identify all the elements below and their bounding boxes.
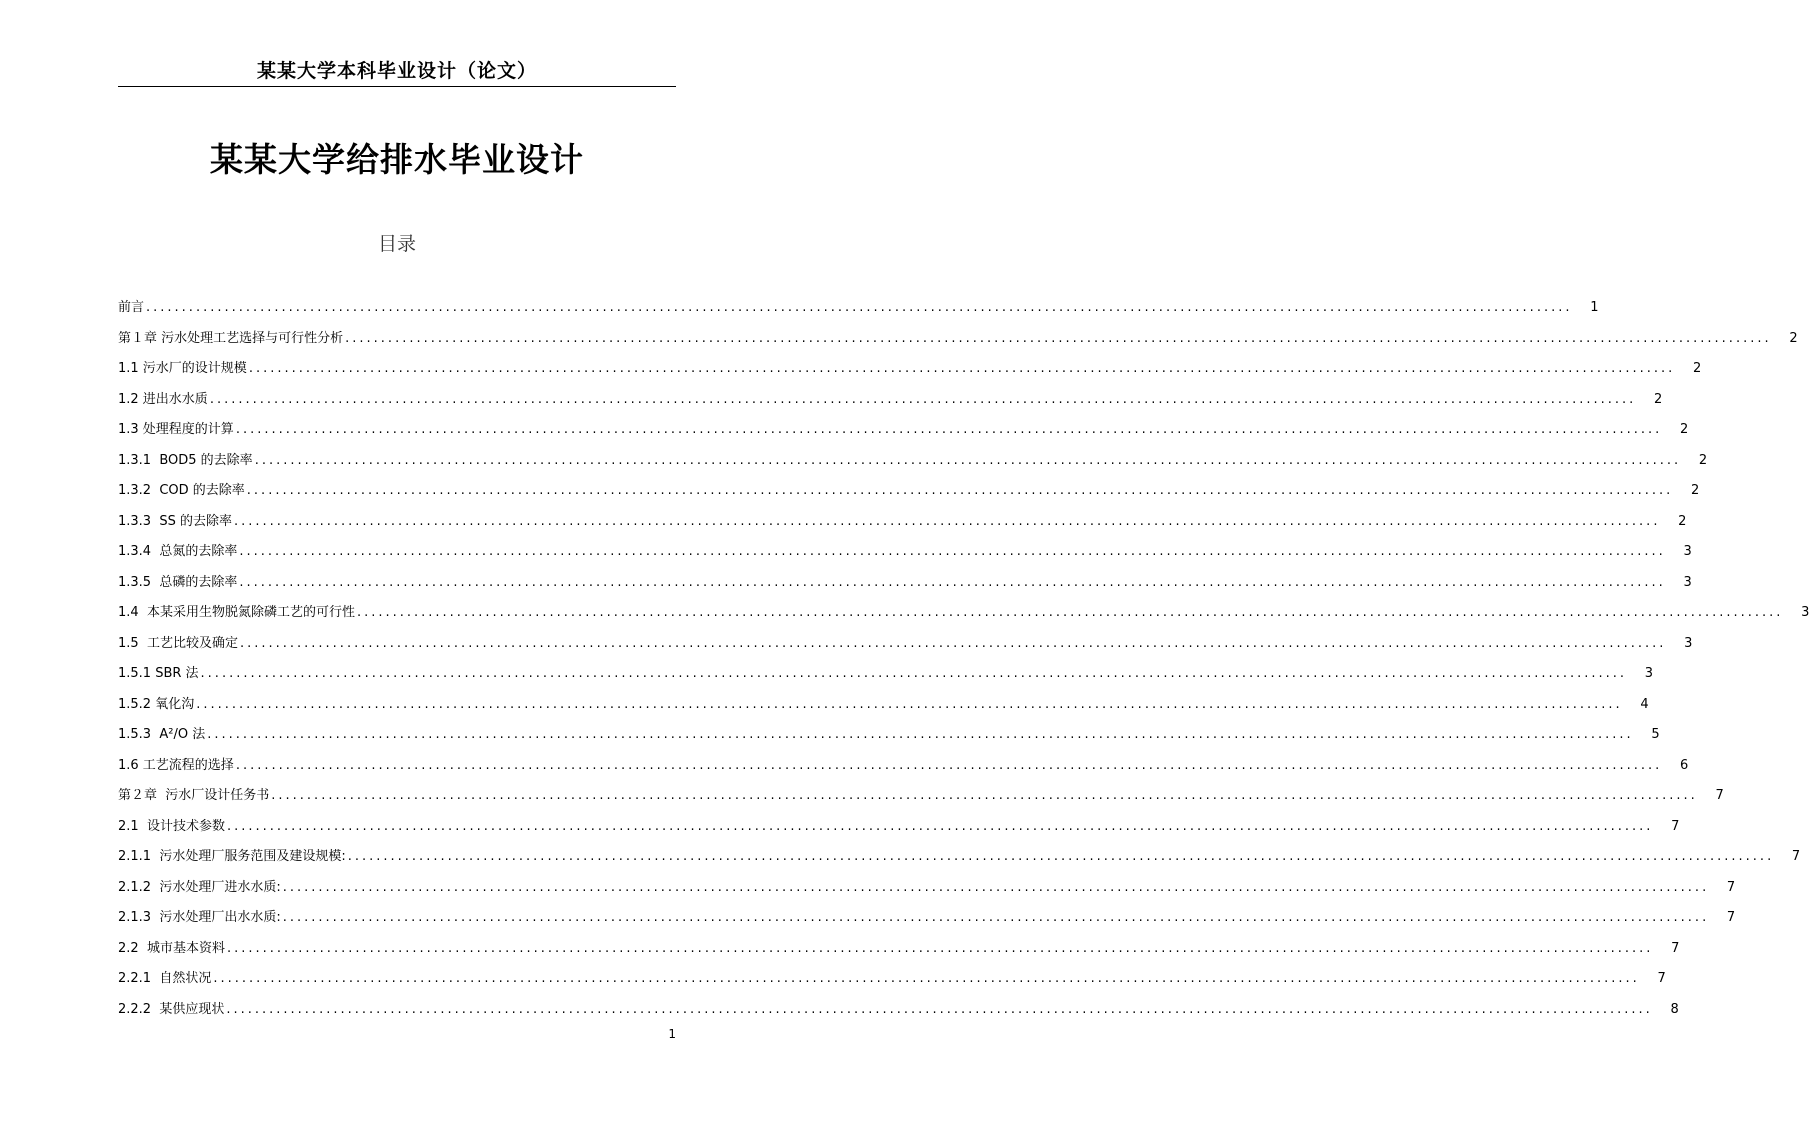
toc-entry-label: 1.3.2 COD 的去除率 bbox=[118, 483, 245, 498]
toc-entry-page: 1 bbox=[1590, 300, 1599, 315]
table-of-contents bbox=[118, 296, 1809, 1028]
toc-entry-label: 1.3.3 SS 的去除率 bbox=[118, 513, 232, 529]
toc-entry-page: 7 bbox=[1715, 788, 1724, 803]
toc-entry[interactable] bbox=[118, 876, 1736, 907]
toc-entry-page: 2 bbox=[1693, 361, 1702, 376]
toc-entry-label: 前言 bbox=[118, 300, 145, 315]
document-title: 某某大学给排水毕业设计 bbox=[210, 140, 584, 179]
toc-entry-label: 1.5.2 氧化沟 bbox=[118, 696, 195, 712]
toc-entry[interactable] bbox=[118, 693, 1649, 724]
toc-entry[interactable] bbox=[118, 327, 1798, 358]
toc-dot-leader: ........................................................................................................................................................................................................ bbox=[356, 605, 1784, 620]
toc-dot-leader: ........................................................................................................................................................................................................ bbox=[239, 574, 1666, 590]
toc-entry-label: 1.5.3 A²/O 法 bbox=[118, 727, 206, 742]
toc-entry-page: 7 bbox=[1791, 849, 1801, 864]
toc-dot-leader: ........................................................................................................................................................................................................ bbox=[254, 452, 1682, 468]
toc-entry-page: 3 bbox=[1683, 574, 1692, 590]
toc-entry-page: 8 bbox=[1670, 1001, 1679, 1017]
toc-entry-label: 1.3.1 BOD5 的去除率 bbox=[118, 452, 253, 468]
toc-entry[interactable] bbox=[118, 601, 1809, 632]
toc-entry[interactable] bbox=[118, 388, 1663, 419]
toc-entry[interactable] bbox=[118, 510, 1687, 541]
toc-dot-leader: ........................................................................................................................................................................................................ bbox=[233, 513, 1661, 529]
toc-dot-leader: ........................................................................................................................................................................................................ bbox=[207, 727, 1634, 742]
toc-dot-leader: ........................................................................................................................................................................................................ bbox=[239, 544, 1666, 559]
toc-dot-leader: ........................................................................................................................................................................................................ bbox=[226, 1001, 1653, 1017]
toc-entry[interactable] bbox=[118, 906, 1736, 937]
toc-entry-page: 6 bbox=[1680, 757, 1689, 773]
toc-entry[interactable] bbox=[118, 632, 1693, 663]
page-header: 某某大学本科毕业设计（论文） bbox=[256, 60, 537, 82]
toc-dot-leader: ........................................................................................................................................................................................................ bbox=[347, 849, 1775, 864]
toc-entry[interactable] bbox=[118, 449, 1708, 480]
toc-entry-page: 3 bbox=[1683, 544, 1692, 559]
toc-entry-label: 2.1.2 污水处理厂进水水质: bbox=[118, 879, 281, 895]
toc-dot-leader: ........................................................................................................................................................................................................ bbox=[209, 391, 1637, 407]
toc-entry-page: 2 bbox=[1654, 391, 1663, 407]
toc-dot-leader: ........................................................................................................................................................................................................ bbox=[213, 971, 1640, 986]
toc-dot-leader: ........................................................................................................................................................................................................ bbox=[345, 330, 1772, 346]
toc-entry[interactable] bbox=[118, 479, 1700, 510]
toc-entry-page: 7 bbox=[1671, 940, 1680, 956]
toc-entry-label: 1.3.5 总磷的去除率 bbox=[118, 574, 238, 590]
toc-entry-page: 2 bbox=[1698, 452, 1708, 468]
toc-entry-page: 5 bbox=[1651, 727, 1660, 742]
toc-entry-page: 3 bbox=[1644, 666, 1654, 681]
header-rule bbox=[118, 86, 676, 87]
toc-entry-page: 2 bbox=[1680, 422, 1689, 437]
toc-entry-page: 7 bbox=[1726, 879, 1736, 895]
toc-dot-leader: ........................................................................................................................................................................................................ bbox=[200, 666, 1628, 681]
toc-dot-leader: ........................................................................................................................................................................................................ bbox=[235, 422, 1663, 437]
toc-entry[interactable] bbox=[118, 845, 1801, 876]
toc-entry-page: 4 bbox=[1640, 696, 1649, 712]
toc-dot-leader: ........................................................................................................................................................................................................ bbox=[282, 910, 1710, 925]
toc-dot-leader: ........................................................................................................................................................................................................ bbox=[226, 940, 1654, 956]
toc-entry-label: 2.1.1 污水处理厂服务范围及建设规模: bbox=[118, 849, 346, 864]
toc-entry-page: 2 bbox=[1678, 513, 1687, 529]
toc-entry[interactable] bbox=[118, 540, 1692, 571]
toc-entry-label: 2.1.3 污水处理厂出水水质: bbox=[118, 910, 281, 925]
toc-entry[interactable] bbox=[118, 754, 1689, 785]
toc-entry-label: 1.3 处理程度的计算 bbox=[118, 422, 234, 437]
toc-dot-leader: ........................................................................................................................................................................................................ bbox=[246, 483, 1674, 498]
toc-entry-page: 3 bbox=[1801, 605, 1809, 620]
toc-entry-label: 2.1 设计技术参数 bbox=[118, 818, 225, 834]
toc-entry[interactable] bbox=[118, 357, 1702, 388]
page-number: 1 bbox=[668, 1027, 676, 1041]
toc-entry-page: 2 bbox=[1690, 483, 1700, 498]
toc-dot-leader: ........................................................................................................................................................................................................ bbox=[248, 361, 1676, 376]
toc-entry-label: 1.2 进出水水质 bbox=[118, 391, 208, 407]
toc-dot-leader: ........................................................................................................................................................................................................ bbox=[271, 788, 1698, 803]
toc-entry[interactable] bbox=[118, 815, 1680, 846]
toc-dot-leader: ........................................................................................................................................................................................................ bbox=[235, 757, 1663, 773]
toc-dot-leader: ........................................................................................................................................................................................................ bbox=[146, 300, 1573, 315]
toc-entry-page: 7 bbox=[1657, 971, 1666, 986]
toc-entry-label: 2.2 城市基本资料 bbox=[118, 940, 225, 956]
toc-entry-page: 2 bbox=[1789, 330, 1798, 346]
toc-entry-label: 1.1 污水厂的设计规模 bbox=[118, 361, 247, 376]
toc-entry-page: 7 bbox=[1671, 818, 1680, 834]
toc-dot-leader: ........................................................................................................................................................................................................ bbox=[196, 696, 1623, 712]
toc-entry[interactable] bbox=[118, 784, 1724, 815]
toc-heading: 目录 bbox=[377, 233, 416, 255]
toc-entry[interactable] bbox=[118, 571, 1692, 602]
toc-entry[interactable] bbox=[118, 418, 1689, 449]
toc-entry-label: 2.2.1 自然状况 bbox=[118, 971, 212, 986]
toc-entry[interactable] bbox=[118, 998, 1679, 1029]
toc-entry[interactable] bbox=[118, 967, 1666, 998]
toc-entry-page: 3 bbox=[1684, 635, 1693, 651]
toc-entry-label: 1.3.4 总氮的去除率 bbox=[118, 544, 238, 559]
toc-dot-leader: ........................................................................................................................................................................................................ bbox=[239, 635, 1667, 651]
toc-entry-page: 7 bbox=[1726, 910, 1736, 925]
toc-entry-label: 1.5 工艺比较及确定 bbox=[118, 635, 238, 651]
toc-entry[interactable] bbox=[118, 662, 1654, 693]
toc-entry-label: 1.5.1 SBR 法 bbox=[118, 666, 199, 681]
toc-entry[interactable] bbox=[118, 296, 1599, 327]
toc-entry-label: 1.4 本某采用生物脱氮除磷工艺的可行性 bbox=[118, 605, 355, 620]
toc-entry-label: 第１章 污水处理工艺选择与可行性分析 bbox=[118, 330, 344, 346]
toc-entry[interactable] bbox=[118, 937, 1680, 968]
toc-entry[interactable] bbox=[118, 723, 1660, 754]
toc-entry-label: 1.6 工艺流程的选择 bbox=[118, 757, 234, 773]
toc-dot-leader: ........................................................................................................................................................................................................ bbox=[226, 818, 1654, 834]
toc-dot-leader: ........................................................................................................................................................................................................ bbox=[282, 879, 1710, 895]
toc-entry-label: 第２章 污水厂设计任务书 bbox=[118, 788, 270, 803]
toc-entry-label: 2.2.2 某供应现状 bbox=[118, 1001, 225, 1017]
